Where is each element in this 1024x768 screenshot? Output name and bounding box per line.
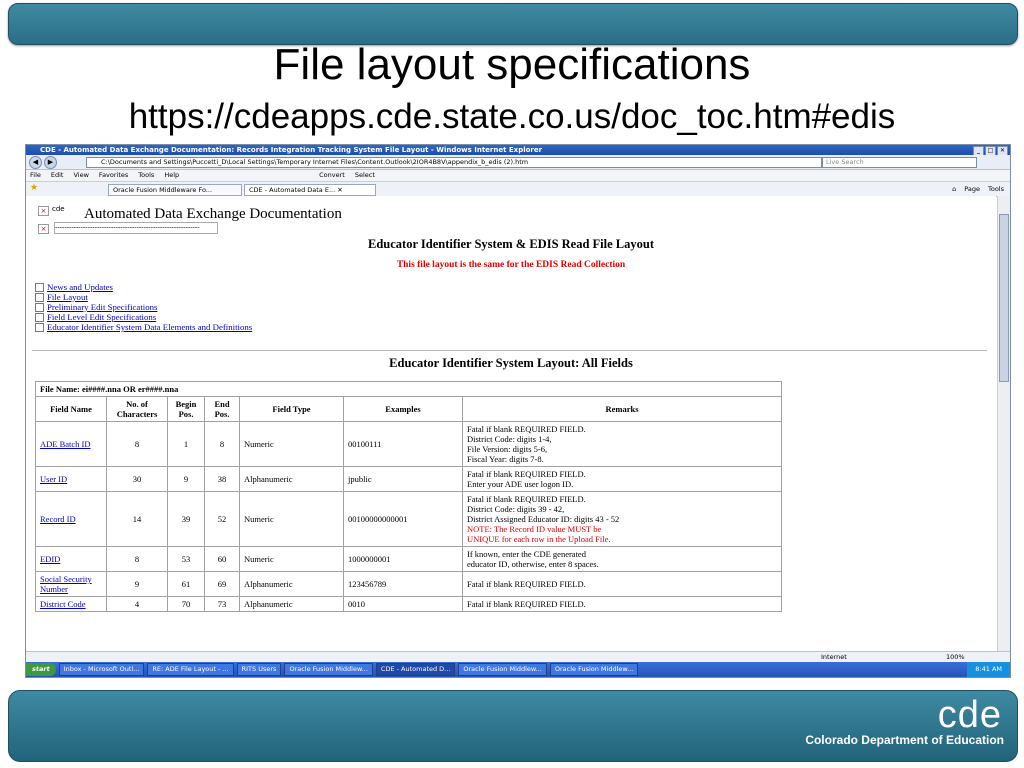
cde-logo-alt: cde xyxy=(52,205,65,213)
org-name: Colorado Department of Education xyxy=(805,733,1004,747)
remark-line: Fatal if blank REQUIRED FIELD. xyxy=(467,494,586,504)
example-cell: 0010 xyxy=(344,597,463,612)
remark-line: Fatal if blank REQUIRED FIELD. xyxy=(467,579,586,589)
select-button[interactable]: Select xyxy=(354,171,375,179)
remarks-cell xyxy=(463,572,782,597)
window-title: CDE - Automated Data Exchange Documentation: Records Integration Tracking System File Layout - Windows Internet Explorer xyxy=(40,146,543,154)
begin-cell: 39 xyxy=(168,492,205,547)
toc-links xyxy=(35,282,252,332)
link-field-level[interactable]: Field Level Edit Specifications xyxy=(47,312,157,322)
tools-menu[interactable]: Tools xyxy=(987,185,1004,193)
chars-cell: 8 xyxy=(107,422,168,467)
table-row xyxy=(36,422,782,467)
field-name-link[interactable]: ADE Batch ID xyxy=(40,439,91,449)
layout-table xyxy=(35,381,782,612)
menu-help[interactable]: Help xyxy=(164,171,180,179)
table-row xyxy=(36,597,782,612)
remarks-cell xyxy=(463,422,782,467)
remark-line: Fiscal Year: digits 7-8. xyxy=(467,454,544,464)
col-header: End Pos. xyxy=(205,397,240,422)
remark-line: File Version: digits 5-6, xyxy=(467,444,548,454)
cde-logo: cde xyxy=(937,694,1002,736)
taskbar-item-active[interactable]: CDE - Automated D... xyxy=(376,663,455,676)
link-file-layout[interactable]: File Layout xyxy=(47,292,88,302)
taskbar-item[interactable]: RE: ADE File Layout - ... xyxy=(147,663,233,676)
menu-view[interactable]: View xyxy=(73,171,89,179)
type-cell: Numeric xyxy=(240,492,344,547)
end-cell: 60 xyxy=(205,547,240,572)
col-header: Field Name xyxy=(36,397,107,422)
remark-line: District Code: digits 39 - 42, xyxy=(467,504,565,514)
menu-file[interactable]: File xyxy=(30,171,41,179)
window-title-bar xyxy=(26,145,1010,155)
taskbar-item[interactable]: Oracle Fusion Middlew... xyxy=(284,663,372,676)
doc-title: Educator Identifier System & EDIS Read File Layout xyxy=(368,237,654,251)
col-header: No. of Characters xyxy=(107,397,168,422)
remark-line: District Assigned Educator ID: digits 43 - 52 xyxy=(467,514,620,524)
menu-favorites[interactable]: Favorites xyxy=(98,171,129,179)
remark-line: District Code: digits 1-4, xyxy=(467,434,552,444)
end-cell: 73 xyxy=(205,597,240,612)
remark-line: Enter your ADE user logon ID. xyxy=(467,479,574,489)
remark-line: educator ID, otherwise, enter 8 spaces. xyxy=(467,559,599,569)
checkbox-icon xyxy=(35,293,44,302)
table-header xyxy=(36,397,782,422)
begin-cell: 70 xyxy=(168,597,205,612)
field-name-cell xyxy=(36,422,107,467)
favorites-bar xyxy=(26,182,1010,197)
back-icon[interactable]: ◀ xyxy=(29,156,42,169)
field-name-link[interactable]: Social Security Number xyxy=(40,574,92,594)
doc-note: This file layout is the same for the EDIS Read Collection xyxy=(396,260,626,270)
home-icon[interactable]: ⌂ xyxy=(952,185,957,193)
close-button[interactable]: ✕ xyxy=(997,146,1008,156)
example-cell: 123456789 xyxy=(344,572,463,597)
vertical-scrollbar[interactable] xyxy=(997,196,1010,651)
remark-note: UNIQUE for each row in the Upload File. xyxy=(467,534,611,544)
remarks-cell xyxy=(463,467,782,492)
taskbar-item[interactable]: RITS Users xyxy=(237,663,282,676)
link-preliminary[interactable]: Preliminary Edit Specifications xyxy=(47,302,158,312)
col-header: Remarks xyxy=(463,397,782,422)
type-cell: Numeric xyxy=(240,547,344,572)
convert-button[interactable]: Convert xyxy=(319,171,345,179)
chars-cell: 30 xyxy=(107,467,168,492)
forward-icon[interactable]: ▶ xyxy=(44,156,57,169)
taskbar-item[interactable]: Oracle Fusion Middlew... xyxy=(550,663,638,676)
page-menu[interactable]: Page xyxy=(964,185,980,193)
field-name-link[interactable]: EDID xyxy=(40,554,61,564)
chars-cell: 14 xyxy=(107,492,168,547)
slide-bottom-band xyxy=(8,690,1018,762)
remark-line: Fatal if blank REQUIRED FIELD. xyxy=(467,424,586,434)
divider xyxy=(32,350,987,351)
checkbox-icon xyxy=(35,313,44,322)
end-cell: 52 xyxy=(205,492,240,547)
doc-header: Automated Data Exchange Documentation xyxy=(84,206,342,222)
tab-oracle[interactable]: Oracle Fusion Middleware Fo... xyxy=(108,184,242,196)
link-news[interactable]: News and Updates xyxy=(47,282,113,292)
address-bar xyxy=(26,155,1010,170)
field-name-link[interactable]: User ID xyxy=(40,474,68,484)
clock: 8:41 AM xyxy=(967,662,1010,677)
begin-cell: 61 xyxy=(168,572,205,597)
remark-line: Fatal if blank REQUIRED FIELD. xyxy=(467,469,586,479)
start-button[interactable]: start xyxy=(26,663,56,676)
favorites-star-icon[interactable]: ★ xyxy=(30,183,39,193)
field-name-cell xyxy=(36,492,107,547)
example-cell: 00100000000001 xyxy=(344,492,463,547)
search-input[interactable]: Live Search xyxy=(822,157,977,168)
col-header: Examples xyxy=(344,397,463,422)
maximize-button[interactable]: □ xyxy=(985,146,996,156)
scroll-thumb[interactable] xyxy=(999,214,1009,382)
menu-bar xyxy=(26,170,1010,182)
table-row xyxy=(36,547,782,572)
begin-cell: 9 xyxy=(168,467,205,492)
broken-image-icon: × xyxy=(38,224,49,234)
minimize-button[interactable]: _ xyxy=(973,146,984,156)
field-name-cell xyxy=(36,547,107,572)
end-cell: 8 xyxy=(205,422,240,467)
type-cell: Alphanumeric xyxy=(240,572,344,597)
example-cell: 00100111 xyxy=(344,422,463,467)
taskbar-item[interactable]: Inbox - Microsoft Outl... xyxy=(59,663,145,676)
url-field[interactable]: C:\Documents and Settings\Puccetti_D\Local Settings\Temporary Internet Files\Content.Outlook\2IOR4B8V\appendix_b_edis (2).htm xyxy=(86,157,822,168)
link-data-elements[interactable]: Educator Identifier System Data Elements and Definitions xyxy=(47,322,253,332)
remarks-cell xyxy=(463,492,782,547)
field-name-link[interactable]: Record ID xyxy=(40,514,76,524)
checkbox-icon xyxy=(35,303,44,312)
page-content xyxy=(26,196,996,651)
type-cell: Numeric xyxy=(240,422,344,467)
table-row xyxy=(36,467,782,492)
remarks-cell xyxy=(463,597,782,612)
field-name-link[interactable]: District Code xyxy=(40,599,86,609)
col-header: Begin Pos. xyxy=(168,397,205,422)
end-cell: 38 xyxy=(205,467,240,492)
begin-cell: 53 xyxy=(168,547,205,572)
begin-cell: 1 xyxy=(168,422,205,467)
field-name-cell xyxy=(36,467,107,492)
remark-line: Fatal if blank REQUIRED FIELD. xyxy=(467,599,586,609)
table-row xyxy=(36,492,782,547)
zone-label: Internet xyxy=(821,653,847,661)
chars-cell: 9 xyxy=(107,572,168,597)
col-header: Field Type xyxy=(240,397,344,422)
file-name-cell: File Name: ei####.nna OR er####.nna xyxy=(36,382,782,397)
slide-subtitle-url: https://cdeapps.cde.state.co.us/doc_toc.htm#edis xyxy=(128,97,896,136)
taskbar xyxy=(26,662,1010,677)
field-name-cell xyxy=(36,572,107,597)
layout-title: Educator Identifier System Layout: All Fields xyxy=(389,356,633,370)
dash-image: -------------------------------------------------------------- xyxy=(54,222,218,234)
chars-cell: 8 xyxy=(107,547,168,572)
remark-note: NOTE: The Record ID value MUST be xyxy=(467,524,602,534)
example-cell: 1000000001 xyxy=(344,547,463,572)
slide-title: File layout specifications xyxy=(273,40,751,89)
example-cell: jpublic xyxy=(344,467,463,492)
slide-top-band xyxy=(8,3,1018,45)
remarks-cell xyxy=(463,547,782,572)
zoom-level[interactable]: 100% xyxy=(946,653,965,661)
end-cell: 69 xyxy=(205,572,240,597)
remark-line: If known, enter the CDE generated xyxy=(467,549,586,559)
checkbox-icon xyxy=(35,283,44,292)
chars-cell: 4 xyxy=(107,597,168,612)
broken-image-icon: × xyxy=(38,206,49,216)
menu-edit[interactable]: Edit xyxy=(50,171,64,179)
table-row xyxy=(36,572,782,597)
tab-cde[interactable]: CDE - Automated Data E... ✕ xyxy=(244,184,376,196)
browser-screenshot xyxy=(25,144,1011,678)
menu-tools[interactable]: Tools xyxy=(138,171,155,179)
field-name-cell xyxy=(36,597,107,612)
checkbox-icon xyxy=(35,323,44,332)
type-cell: Alphanumeric xyxy=(240,467,344,492)
taskbar-item[interactable]: Oracle Fusion Middlew... xyxy=(458,663,546,676)
type-cell: Alphanumeric xyxy=(240,597,344,612)
